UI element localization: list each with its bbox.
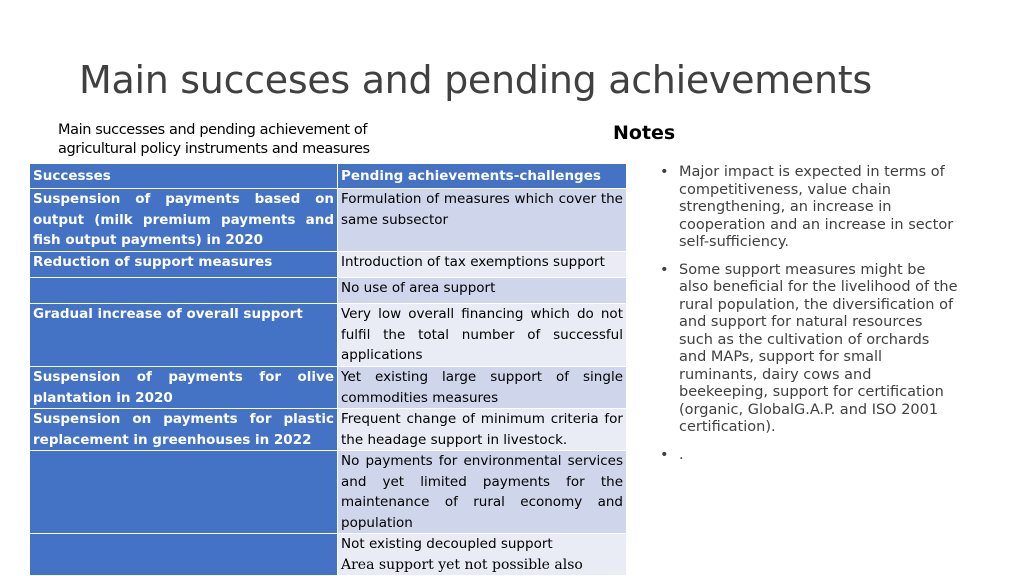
table-row bbox=[30, 304, 627, 367]
table-row bbox=[30, 252, 627, 278]
table-header-row bbox=[30, 164, 627, 189]
note-text: Major impact is expected in terms of competitiveness, value chain strengthening, an increase in cooperation and an increase in sector self-sufficiency. bbox=[679, 164, 954, 250]
successes-pending-table bbox=[29, 163, 627, 576]
bullet-icon: • bbox=[660, 446, 669, 463]
success-cell bbox=[30, 278, 338, 304]
pending-text-extra: Area support yet not possible also bbox=[341, 556, 583, 573]
pending-cell bbox=[338, 534, 627, 576]
pending-cell: No payments for environmental services and yet limited payments for the maintenance of rural economy and population bbox=[338, 451, 627, 534]
table-row bbox=[30, 534, 627, 576]
table-row bbox=[30, 409, 627, 451]
success-cell: Suspension of payments based on output (milk premium payments and fish output payments) in 2020 bbox=[30, 189, 338, 252]
pending-cell: Introduction of tax exemptions support bbox=[338, 252, 627, 278]
pending-cell: No use of area support bbox=[338, 278, 627, 304]
table-row bbox=[30, 189, 627, 252]
success-cell: Suspension on payments for plastic replacement in greenhouses in 2022 bbox=[30, 409, 338, 451]
pending-cell: Very low overall financing which do not fulfil the total number of successful applications bbox=[338, 304, 627, 367]
note-item bbox=[658, 164, 958, 252]
note-item bbox=[658, 262, 958, 437]
notes-list bbox=[658, 164, 958, 474]
table-row bbox=[30, 367, 627, 409]
pending-cell: Yet existing large support of single commodities measures bbox=[338, 367, 627, 409]
notes-heading: Notes bbox=[613, 122, 676, 144]
table-caption-line-1: Main successes and pending achievement of bbox=[58, 122, 368, 138]
table-row bbox=[30, 451, 627, 534]
success-cell bbox=[30, 534, 338, 576]
pending-text: Not existing decoupled support bbox=[341, 536, 553, 552]
success-cell: Gradual increase of overall support bbox=[30, 304, 338, 367]
pending-cell: Frequent change of minimum criteria for the headage support in livestock. bbox=[338, 409, 627, 451]
bullet-icon: • bbox=[660, 261, 669, 278]
success-cell: Suspension of payments for olive plantation in 2020 bbox=[30, 367, 338, 409]
table-row bbox=[30, 278, 627, 304]
note-text: Some support measures might be also beneficial for the livelihood of the rural population, the diversification of and support for natural resources such as the cultivation of orchards and MAPs, support for small ruminants, dairy cows and beekeeping, support for certification (organic, GlobalG.A.P. and ISO 2001 certification). bbox=[679, 261, 958, 435]
table-caption bbox=[58, 121, 418, 159]
pending-cell: Formulation of measures which cover the same subsector bbox=[338, 189, 627, 252]
note-item bbox=[658, 447, 958, 465]
success-cell: Reduction of support measures bbox=[30, 252, 338, 278]
header-successes: Successes bbox=[30, 164, 338, 189]
page-title: Main succeses and pending achievements bbox=[79, 58, 872, 102]
bullet-icon: • bbox=[660, 164, 669, 180]
header-pending: Pending achievements-challenges bbox=[338, 164, 627, 189]
success-cell bbox=[30, 451, 338, 534]
note-text: . bbox=[679, 446, 684, 463]
table-caption-line-2: agricultural policy instruments and measures bbox=[58, 141, 370, 157]
